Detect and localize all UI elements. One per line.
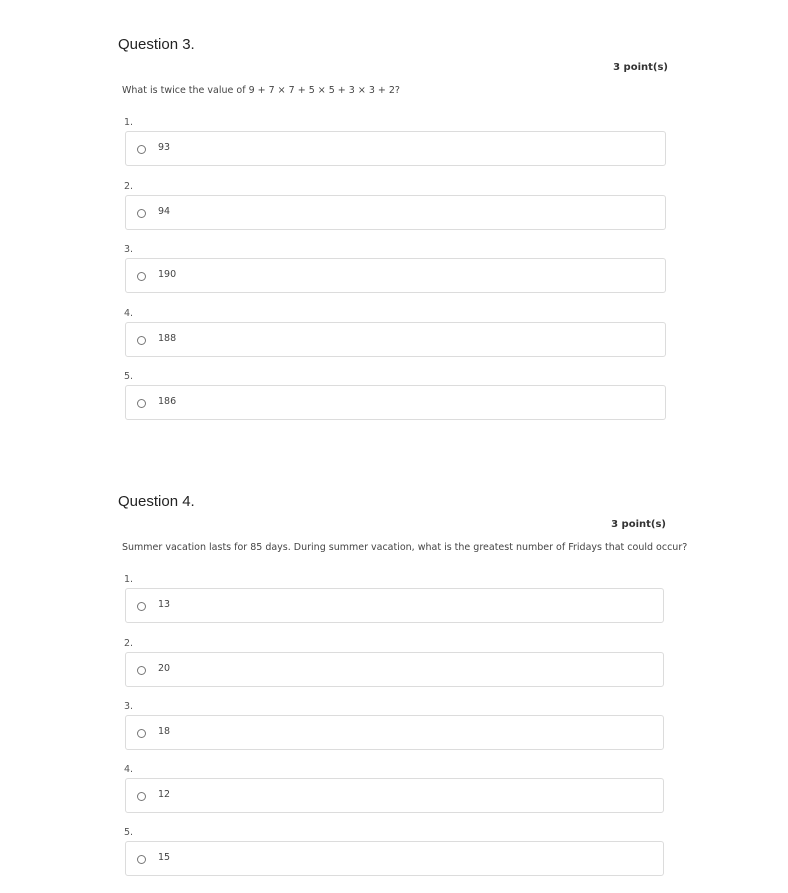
option-number: 4. — [124, 764, 134, 775]
option-number: 1. — [124, 117, 134, 128]
radio-button-icon[interactable] — [137, 666, 146, 675]
answer-option[interactable] — [125, 131, 666, 166]
option-label: 188 — [158, 333, 177, 344]
question-title: Question 3. — [118, 36, 195, 53]
option-number: 5. — [124, 371, 134, 382]
radio-button-icon[interactable] — [137, 209, 146, 218]
radio-button-icon[interactable] — [137, 399, 146, 408]
option-label: 20 — [158, 663, 171, 674]
question-points: 3 point(s) — [611, 519, 666, 530]
radio-button-icon[interactable] — [137, 602, 146, 611]
radio-button-icon[interactable] — [137, 792, 146, 801]
answer-option[interactable] — [125, 778, 664, 813]
option-number: 5. — [124, 827, 134, 838]
radio-button-icon[interactable] — [137, 272, 146, 281]
option-number: 2. — [124, 181, 134, 192]
option-label: 15 — [158, 852, 171, 863]
question-points: 3 point(s) — [613, 62, 668, 73]
question-text: What is twice the value of 9 + 7 × 7 + 5 × 5 + 3 × 3 + 2? — [122, 85, 400, 96]
option-number: 4. — [124, 308, 134, 319]
answer-option[interactable] — [125, 715, 664, 750]
option-number: 3. — [124, 244, 134, 255]
option-label: 12 — [158, 789, 171, 800]
option-label: 186 — [158, 396, 177, 407]
question-title: Question 4. — [118, 493, 195, 510]
answer-option[interactable] — [125, 195, 666, 230]
option-label: 13 — [158, 599, 171, 610]
option-number: 1. — [124, 574, 134, 585]
option-label: 18 — [158, 726, 171, 737]
option-label: 93 — [158, 142, 171, 153]
answer-option[interactable] — [125, 652, 664, 687]
radio-button-icon[interactable] — [137, 145, 146, 154]
answer-option[interactable] — [125, 322, 666, 357]
answer-option[interactable] — [125, 841, 664, 876]
answer-option[interactable] — [125, 385, 666, 420]
answer-option[interactable] — [125, 588, 664, 623]
option-number: 2. — [124, 638, 134, 649]
question-text: Summer vacation lasts for 85 days. During summer vacation, what is the greatest number of Fridays that could occur? — [122, 542, 688, 553]
option-label: 190 — [158, 269, 177, 280]
option-label: 94 — [158, 206, 171, 217]
answer-option[interactable] — [125, 258, 666, 293]
radio-button-icon[interactable] — [137, 855, 146, 864]
radio-button-icon[interactable] — [137, 336, 146, 345]
option-number: 3. — [124, 701, 134, 712]
radio-button-icon[interactable] — [137, 729, 146, 738]
